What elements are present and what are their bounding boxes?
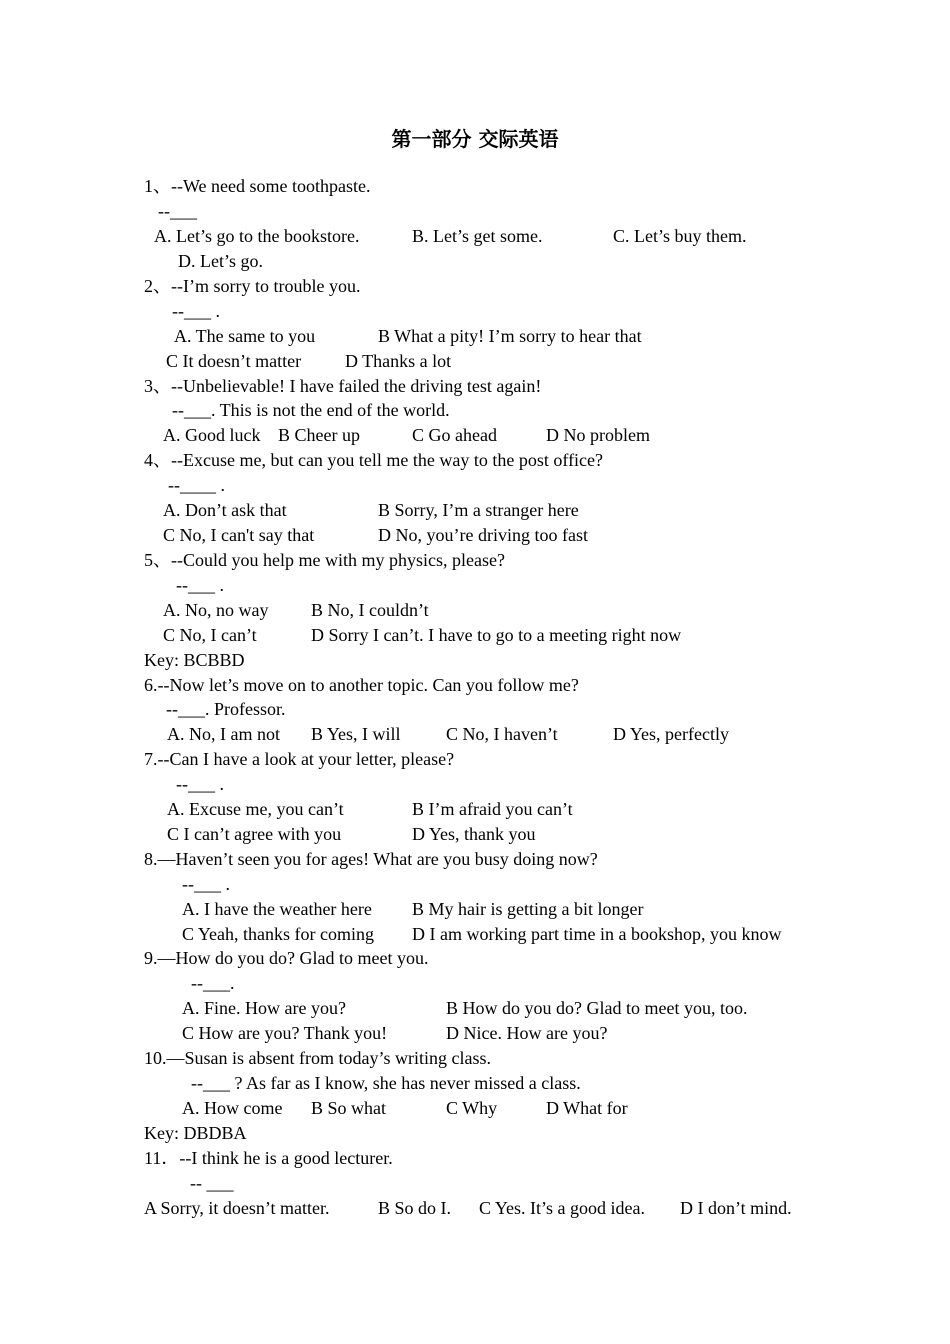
- option-5a: A. No, no way: [163, 600, 269, 620]
- option-11d: D I don’t mind.: [680, 1198, 792, 1218]
- question-7: 7.--Can I have a look at your letter, please?: [144, 749, 455, 769]
- answer-blank-8: --___ .: [182, 874, 230, 894]
- answer-blank-7: --___ .: [176, 774, 224, 794]
- option-6b: B Yes, I will: [311, 724, 401, 744]
- option-4d: D No, you’re driving too fast: [378, 525, 588, 545]
- answer-blank-5: --___ .: [176, 575, 224, 595]
- option-7b: B I’m afraid you can’t: [412, 799, 573, 819]
- answer-blank-9: --___.: [191, 973, 235, 993]
- answer-blank-10: --___ ? As far as I know, she has never missed a class.: [191, 1073, 581, 1093]
- option-10d: D What for: [546, 1098, 628, 1118]
- option-9c: C How are you? Thank you!: [182, 1023, 388, 1043]
- option-4c: C No, I can't say that: [163, 525, 315, 545]
- option-2c: C It doesn’t matter: [166, 351, 302, 371]
- option-8a: A. I have the weather here: [182, 899, 372, 919]
- question-10: 10.—Susan is absent from today’s writing class.: [144, 1048, 491, 1068]
- option-10a: A. How come: [182, 1098, 283, 1118]
- option-9b: B How do you do? Glad to meet you, too.: [446, 998, 748, 1018]
- option-1c: C. Let’s buy them.: [613, 226, 747, 246]
- option-4a: A. Don’t ask that: [163, 500, 287, 520]
- option-5b: B No, I couldn’t: [311, 600, 429, 620]
- option-4b: B Sorry, I’m a stranger here: [378, 500, 579, 520]
- question-3: 3、--Unbelievable! I have failed the driving test again!: [144, 376, 542, 396]
- option-8d: D I am working part time in a bookshop, you know: [412, 924, 782, 944]
- option-9a: A. Fine. How are you?: [182, 998, 346, 1018]
- option-1a: A. Let’s go to the bookstore.: [154, 226, 360, 246]
- question-1: 1、--We need some toothpaste.: [144, 176, 371, 196]
- question-11: 11．--I think he is a good lecturer.: [144, 1148, 393, 1168]
- option-7a: A. Excuse me, you can’t: [167, 799, 344, 819]
- option-1d: D. Let’s go.: [178, 251, 263, 271]
- option-9d: D Nice. How are you?: [446, 1023, 608, 1043]
- option-3b: B Cheer up: [278, 425, 360, 445]
- answer-blank-1: --___: [158, 201, 197, 221]
- option-2a: A. The same to you: [174, 326, 316, 346]
- answer-blank-4: --____ .: [168, 475, 225, 495]
- page-title: 第一部分 交际英语: [391, 127, 559, 151]
- answer-blank-2: --___ .: [172, 301, 220, 321]
- question-8: 8.—Haven’t seen you for ages! What are you busy doing now?: [144, 849, 598, 869]
- question-2: 2、--I’m sorry to trouble you.: [144, 276, 361, 296]
- option-11c: C Yes. It’s a good idea.: [479, 1198, 645, 1218]
- question-6: 6.--Now let’s move on to another topic. Can you follow me?: [144, 675, 579, 695]
- question-4: 4、--Excuse me, but can you tell me the way to the post office?: [144, 450, 604, 470]
- option-11a: A Sorry, it doesn’t matter.: [144, 1198, 330, 1218]
- question-9: 9.—How do you do? Glad to meet you.: [144, 948, 429, 968]
- option-2d: D Thanks a lot: [345, 351, 452, 371]
- option-10c: C Why: [446, 1098, 498, 1118]
- option-5d: D Sorry I can’t. I have to go to a meeting right now: [311, 625, 682, 645]
- answer-key-2: Key: DBDBA: [144, 1123, 247, 1143]
- option-6c: C No, I haven’t: [446, 724, 558, 744]
- answer-blank-3: --___. This is not the end of the world.: [172, 400, 450, 420]
- answer-blank-6: --___. Professor.: [166, 699, 286, 719]
- option-2b: B What a pity! I’m sorry to hear that: [378, 326, 642, 346]
- question-5: 5、--Could you help me with my physics, please?: [144, 550, 505, 570]
- option-1b: B. Let’s get some.: [412, 226, 543, 246]
- option-6d: D Yes, perfectly: [613, 724, 729, 744]
- option-3c: C Go ahead: [412, 425, 497, 445]
- answer-blank-11: -- ___: [190, 1173, 234, 1193]
- option-8b: B My hair is getting a bit longer: [412, 899, 644, 919]
- option-10b: B So what: [311, 1098, 387, 1118]
- option-11b: B So do I.: [378, 1198, 452, 1218]
- option-5c: C No, I can’t: [163, 625, 257, 645]
- answer-key-1: Key: BCBBD: [144, 650, 245, 670]
- option-7c: C I can’t agree with you: [167, 824, 342, 844]
- option-8c: C Yeah, thanks for coming: [182, 924, 374, 944]
- option-3d: D No problem: [546, 425, 650, 445]
- option-7d: D Yes, thank you: [412, 824, 536, 844]
- option-6a: A. No, I am not: [167, 724, 280, 744]
- option-3a: A. Good luck: [163, 425, 261, 445]
